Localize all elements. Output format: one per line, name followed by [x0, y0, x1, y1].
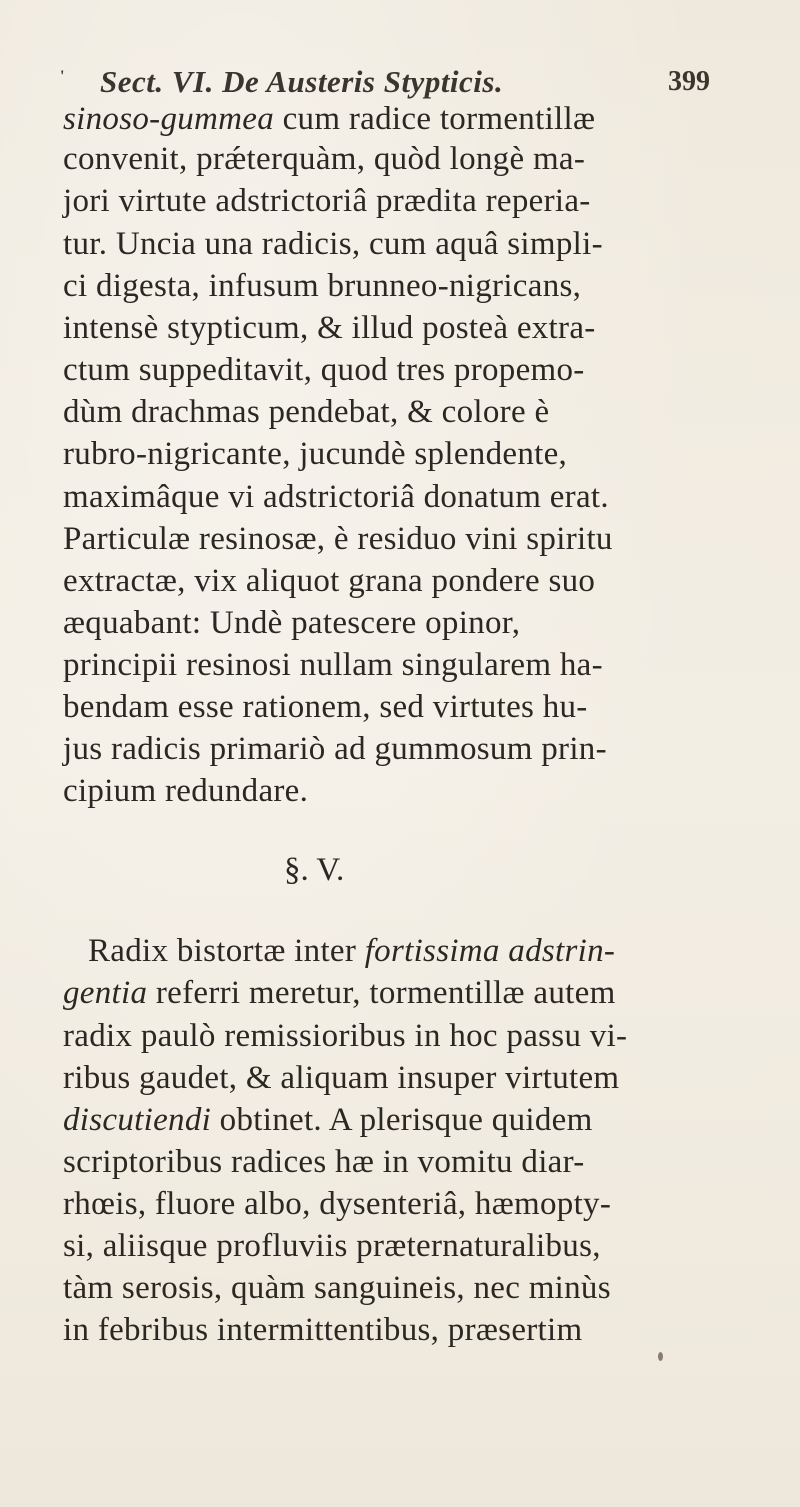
italic-phrase: discutiendi	[63, 1102, 212, 1138]
text-line	[63, 972, 616, 1014]
text-run: radix paulò remissioribus in hoc passu vi-	[63, 1018, 628, 1054]
text-run: si, aliisque profluviis præternaturalibus,	[63, 1228, 601, 1264]
text-run: tàm serosis, quàm sanguineis, nec minùs	[63, 1270, 611, 1306]
section-heading: §. V.	[284, 852, 345, 888]
text-line	[63, 1267, 611, 1309]
text-line	[63, 138, 585, 180]
text-line	[88, 930, 615, 972]
header-mark: '	[60, 68, 65, 85]
text-run: bendam esse rationem, sed virtutes hu-	[63, 689, 588, 725]
italic-phrase: gentia	[63, 975, 148, 1011]
text-run: ci digesta, infusum brunneo-nigricans,	[63, 268, 582, 304]
text-line	[63, 1015, 627, 1057]
text-run: principii resinosi nullam singularem ha-	[63, 647, 603, 683]
text-run: rhœis, fluore albo, dysenteriâ, hæmopty-	[63, 1186, 612, 1222]
text-run: Radix bistortæ inter	[88, 933, 365, 969]
text-line	[63, 1141, 585, 1183]
text-line	[63, 476, 609, 518]
text-line	[63, 349, 585, 391]
text-run: rubro-nigricante, jucundè splendente,	[63, 436, 568, 472]
text-line	[63, 602, 520, 644]
text-run: in febribus intermittentibus, præsertim	[63, 1312, 583, 1348]
italic-phrase: fortissima adstrin-	[364, 933, 616, 969]
text-line	[63, 1183, 611, 1225]
text-line	[63, 560, 595, 602]
text-run: ctum suppeditavit, quod tres propemo-	[63, 352, 585, 388]
text-run: æquabant: Undè patescere opinor,	[63, 605, 521, 641]
text-run: obtinet. A plerisque quidem	[211, 1102, 593, 1138]
text-run: jori virtute adstrictoriâ prædita reperia-	[63, 183, 591, 219]
text-line	[63, 391, 549, 433]
text-run: scriptoribus radices hæ in vomitu diar-	[63, 1144, 585, 1180]
text-line	[63, 98, 595, 140]
text-run: maximâque vi adstrictoriâ donatum erat.	[63, 479, 609, 515]
text-line	[63, 1309, 582, 1351]
paper-speck	[658, 1352, 663, 1361]
text-run: ribus gaudet, & aliquam insuper virtutem	[63, 1060, 620, 1096]
page-number: 399	[668, 66, 710, 97]
text-run: cipium redundare.	[63, 773, 309, 809]
text-line	[63, 180, 591, 222]
text-line	[63, 433, 567, 475]
text-line	[63, 1099, 593, 1141]
text-run: referri meretur, tormentillæ autem	[147, 975, 616, 1011]
running-head: Sect. VI. De Austeris Stypticis.	[100, 64, 504, 99]
italic-phrase: sinoso-gummea	[63, 101, 275, 137]
text-line	[63, 644, 603, 686]
text-run: extractæ, vix aliquot grana pondere suo	[63, 563, 596, 599]
text-line	[63, 265, 581, 307]
text-line	[63, 223, 603, 265]
text-line	[63, 728, 607, 770]
text-run: Particulæ resinosæ, è residuo vini spiritu	[63, 521, 613, 557]
text-line	[63, 686, 588, 728]
text-run: tur. Uncia una radicis, cum aquâ simpli-	[63, 226, 603, 262]
text-run: convenit, prǽterquàm, quòd longè ma-	[63, 141, 586, 177]
text-line	[63, 518, 613, 560]
text-run: jus radicis primariò ad gummosum prin-	[63, 731, 607, 767]
text-run: dùm drachmas pendebat, & colore è	[63, 394, 550, 430]
text-line	[63, 307, 596, 349]
text-run: cum radice tormentillæ	[274, 101, 596, 137]
text-run: intensè stypticum, & illud posteà extra-	[63, 310, 596, 346]
text-line	[63, 1057, 619, 1099]
text-line	[63, 770, 308, 812]
text-line	[63, 1225, 601, 1267]
